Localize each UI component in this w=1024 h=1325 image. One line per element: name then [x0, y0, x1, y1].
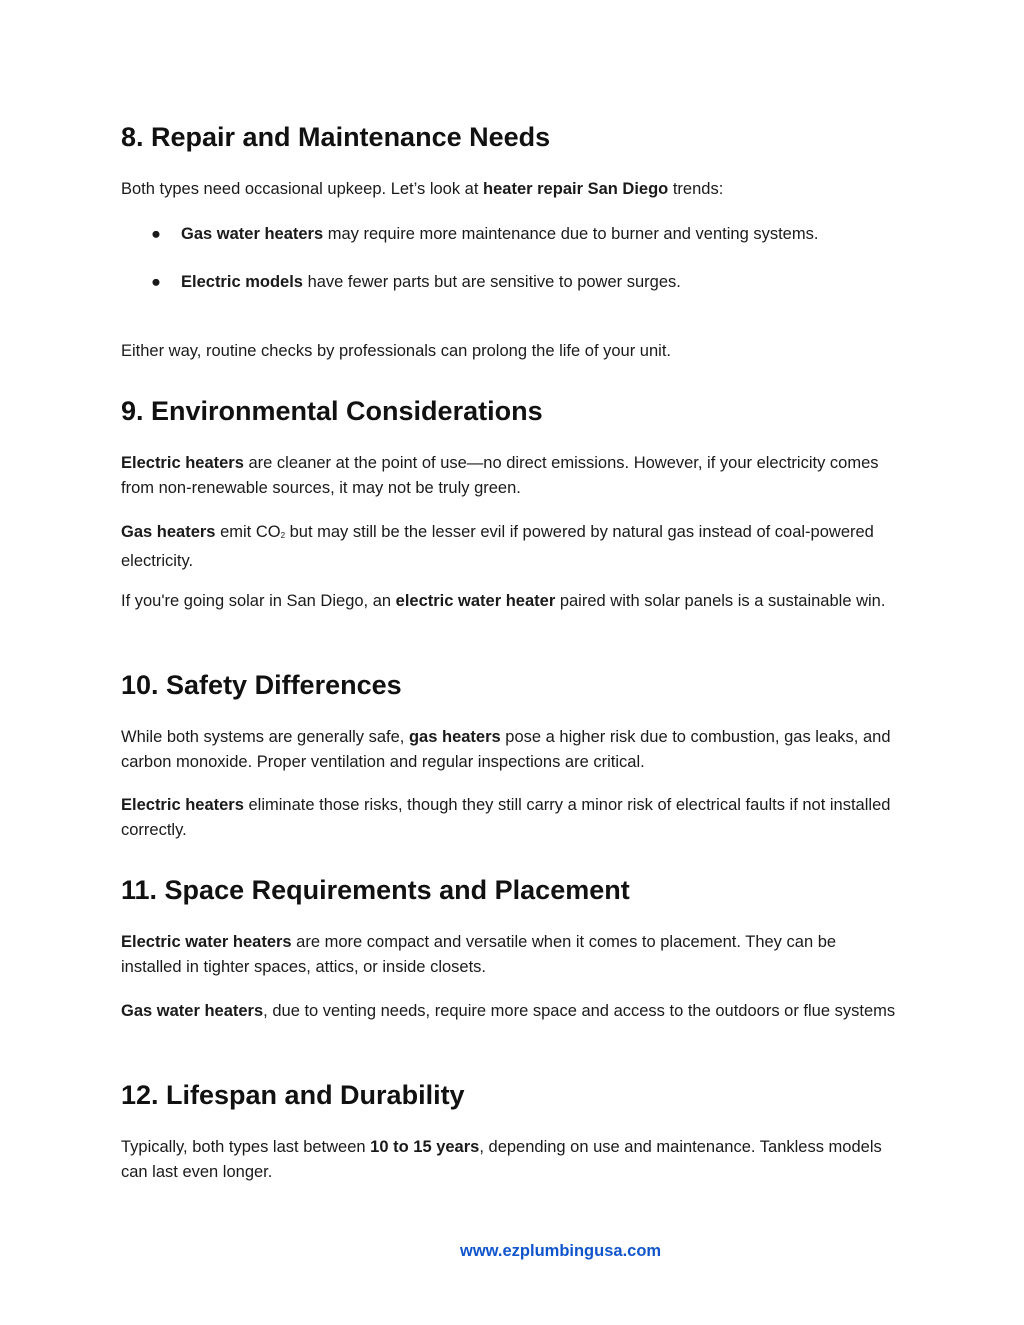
bullet-icon: ●	[151, 225, 161, 243]
section-11-paragraph-1: Electric water heaters are more compact and versatile when it comes to placement. They can be installed in tighter spaces, attics, or inside closets.	[121, 933, 837, 976]
list-item-text: Gas water heaters may require more maintenance due to burner and venting systems.	[181, 225, 819, 243]
section-11-heading: 11. Space Requirements and Placement	[121, 875, 630, 905]
section-9-paragraph-2: Gas heaters emit $CO_2$ but may still be the lesser evil if powered by natural gas instead of coal-powered electricity.	[121, 523, 874, 570]
section-9-paragraph-3: If you're going solar in San Diego, an electric water heater paired with solar panels is a sustainable win.	[121, 592, 886, 610]
list-item-text: Electric models have fewer parts but are sensitive to power surges.	[181, 273, 681, 291]
section-10-paragraph-2: Electric heaters eliminate those risks, though they still carry a minor risk of electrical faults if not installed correctly.	[121, 796, 891, 839]
section-9-heading: 9. Environmental Considerations	[121, 396, 543, 426]
section-11-paragraph-2: Gas water heaters, due to venting needs, require more space and access to the outdoors or flue systems	[121, 1002, 896, 1020]
section-12-paragraph-1: Typically, both types last between 10 to 15 years, depending on use and maintenance. Tankless models can last even longer.	[121, 1138, 882, 1181]
section-8-closing: Either way, routine checks by professionals can prolong the life of your unit.	[121, 342, 671, 360]
section-12-heading: 12. Lifespan and Durability	[121, 1080, 465, 1110]
bullet-icon: ●	[151, 273, 161, 291]
section-8-intro: Both types need occasional upkeep. Let’s look at heater repair San Diego trends:	[121, 180, 724, 198]
section-9-paragraph-1: Electric heaters are cleaner at the point of use—no direct emissions. However, if your electricity comes from non-renewable sources, it may not be truly green.	[121, 454, 879, 497]
footer-website-link[interactable]: www.ezplumbingusa.com	[460, 1242, 662, 1260]
section-10-paragraph-1: While both systems are generally safe, gas heaters pose a higher risk due to combustion, gas leaks, and carbon monoxide. Proper ventilation and regular inspections are critical.	[121, 728, 891, 771]
section-8-heading: 8. Repair and Maintenance Needs	[121, 122, 551, 152]
section-10-heading: 10. Safety Differences	[121, 670, 402, 700]
